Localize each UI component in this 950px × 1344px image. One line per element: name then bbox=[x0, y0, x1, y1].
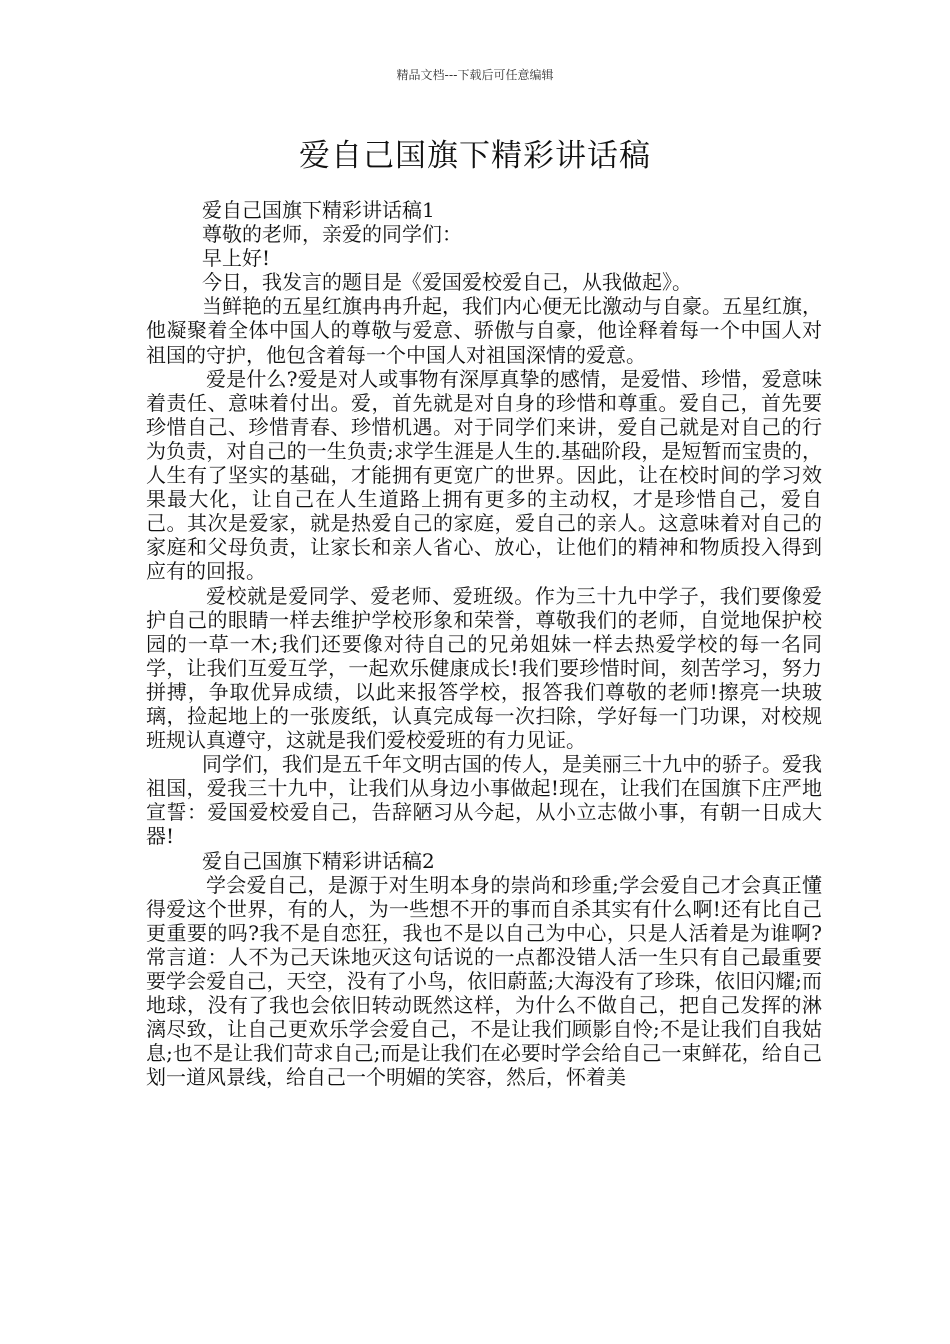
body-paragraph: 同学们，我们是五千年文明古国的传人，是美丽三十九中的骄子。爱我祖国，爱我三十九中，让我们从身边小事做起!现在，让我们在国旗下庄严地宣誓：爱国爱校爱自己，告辞陋习从今起，从小立志做小事，有朝一日成大器! bbox=[146, 752, 822, 849]
body-paragraph: 当鲜艳的五星红旗冉冉升起，我们内心便无比激动与自豪。五星红旗，他凝聚着全体中国人的尊敬与爱意、骄傲与自豪，他诠释着每一个中国人对祖国的守护，他包含着每一个中国人对祖国深情的爱意。 bbox=[146, 294, 822, 367]
body-paragraph: 爱自己国旗下精彩讲话稿1 bbox=[202, 198, 435, 222]
document-body bbox=[146, 198, 822, 1089]
body-paragraph: 今日，我发言的题目是《爱国爱校爱自己，从我做起》。 bbox=[202, 270, 692, 295]
page-header-note: 精品文档---下载后可任意编辑 bbox=[396, 68, 554, 82]
body-paragraph: 早上好! bbox=[202, 246, 271, 271]
body-paragraph: 尊敬的老师，亲爱的同学们： bbox=[202, 222, 462, 247]
body-paragraph: 爱自己国旗下精彩讲话稿2 bbox=[202, 848, 435, 873]
body-paragraph: 爱是什么?爱是对人或事物有深厚真挚的感情，是爱惜、珍惜，爱意味着责任、意味着付出。爱，首先就是对自身的珍惜和尊重。爱自己，首先要珍惜自己、珍惜青春、珍惜机遇。对于同学们来讲，爱自己就是对自己的行为负责，对自己的一生负责;求学生涯是人生的.基础阶段，是短暂而宝贵的，人生有了坚实的基础，才能拥有更宽广的世界。因此，让在校时间的学习效果最大化，让自己在人生道路上拥有更多的主动权，才是珍惜自己，爱自己。其次是爱家，就是热爱自己的家庭，爱自己的亲人。这意味着对自己的家庭和父母负责，让家长和亲人省心、放心，让他们的精神和物质投入得到应有的回报。 bbox=[146, 366, 822, 584]
document-title: 爱自己国旗下精彩讲话稿 bbox=[299, 138, 651, 174]
body-paragraph: 爱校就是爱同学、爱老师、爱班级。作为三十九中学子，我们要像爱护自己的眼睛一样去维护学校形象和荣誉，尊敬我们的老师，自觉地保护校园的一草一木;我们还要像对待自己的兄弟姐妹一样去热爱学校的每一名同学，让我们互爱互学，一起欢乐健康成长!我们要珍惜时间，刻苦学习，努力拼搏，争取优异成绩，以此来报答学校，报答我们尊敬的老师!擦亮一块玻璃，捡起地上的一张废纸，认真完成每一次扫除，学好每一门功课，对校规班规认真遵守，这就是我们爱校爱班的有力见证。 bbox=[146, 583, 822, 753]
body-paragraph: 学会爱自己，是源于对生明本身的崇尚和珍重;学会爱自己才会真正懂得爱这个世界，有的人，为一些想不开的事而自杀其实有什么啊!还有比自己更重要的吗?我不是自恋狂，我也不是以自己为中心，只是人活着是为谁啊?常言道：人不为己天诛地灭这句话说的一点都没错人活一生只有自己最重要要学会爱自己，天空，没有了小鸟，依旧蔚蓝;大海没有了珍珠，依旧闪耀;而地球，没有了我也会依旧转动既然这样，为什么不做自己，把自己发挥的淋漓尽致，让自己更欢乐学会爱自己，不是让我们顾影自怜;不是让我们自我姑息;也不是让我们苛求自己;而是让我们在必要时学会给自己一束鲜花，给自己划一道风景线，给自己一个明媚的笑容，然后，怀着美 bbox=[146, 872, 822, 1090]
